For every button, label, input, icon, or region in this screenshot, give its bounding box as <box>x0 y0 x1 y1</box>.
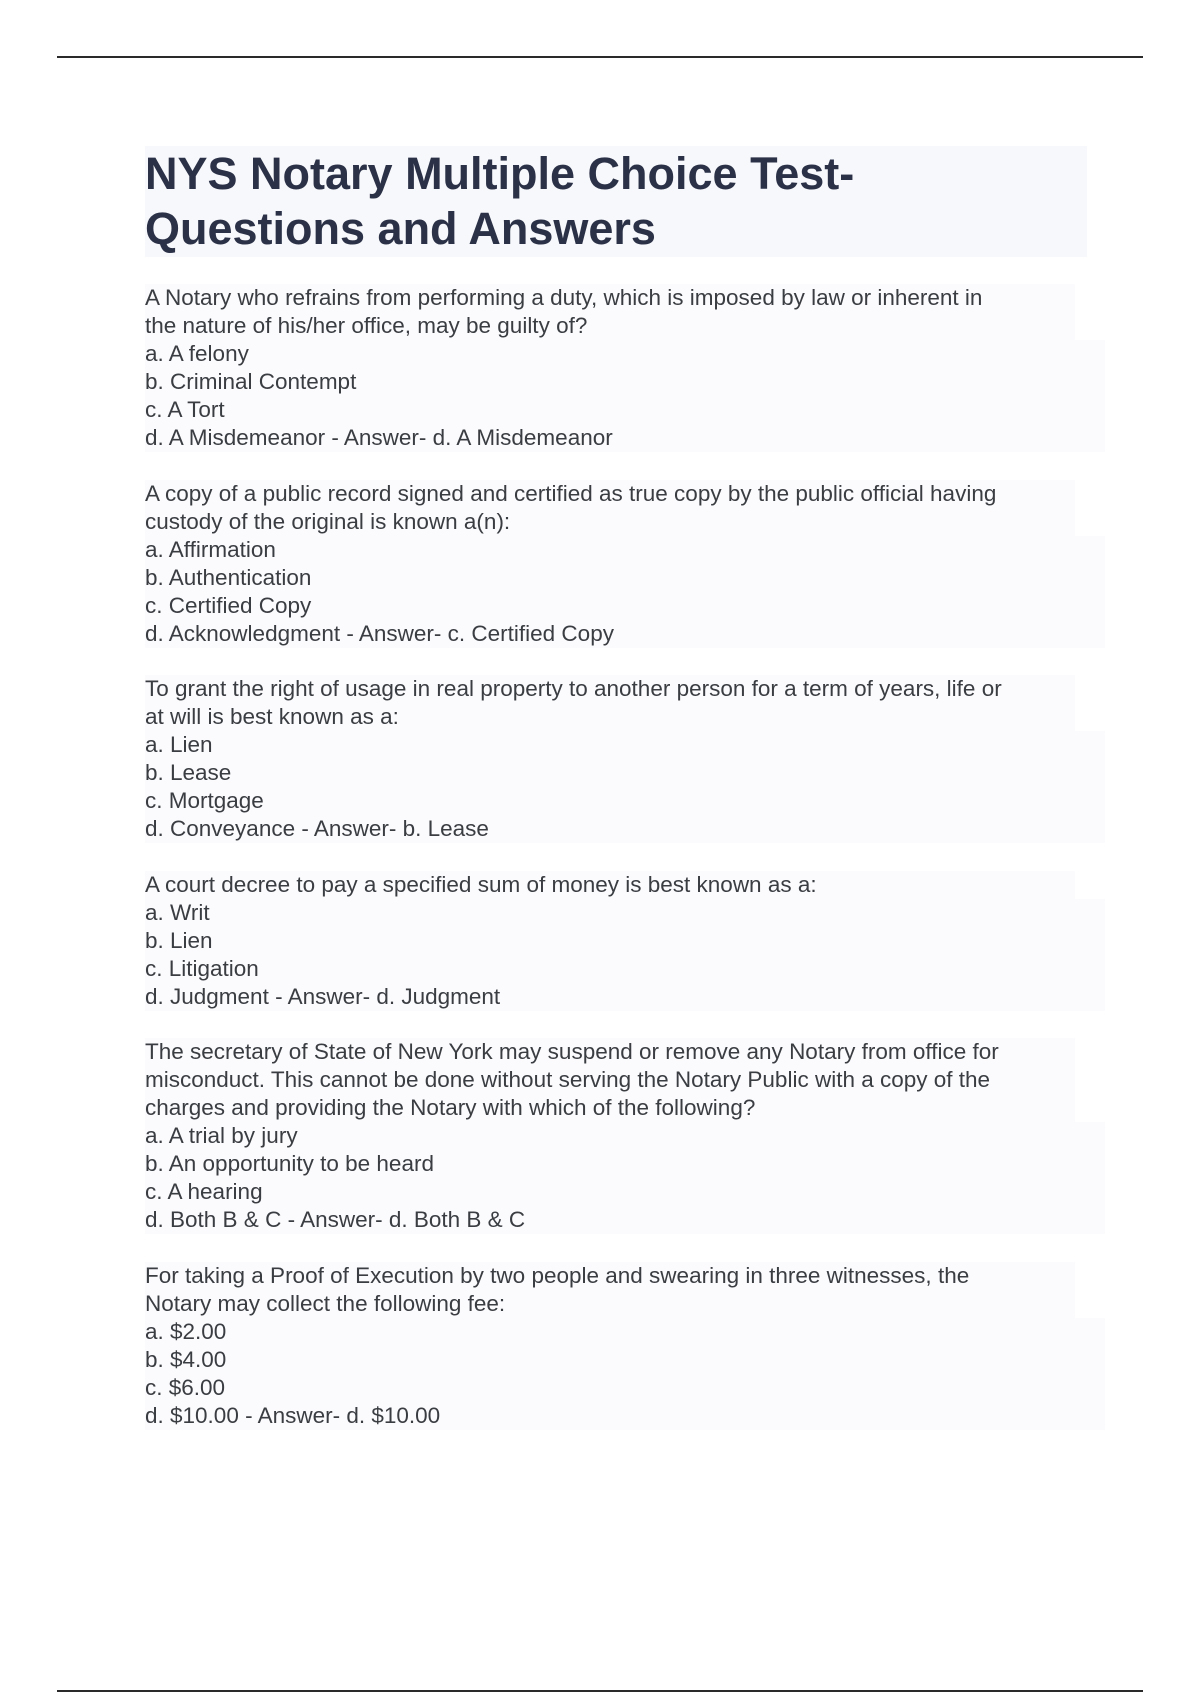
question-text-line: A copy of a public record signed and certified as true copy by the public official having <box>145 480 1075 508</box>
bottom-horizontal-rule <box>57 1690 1143 1692</box>
question-item <box>145 1262 1105 1430</box>
answer-option: a. $2.00 <box>145 1318 1105 1346</box>
question-text-line: at will is best known as a: <box>145 703 1075 731</box>
answer-option: b. Lease <box>145 759 1105 787</box>
answer-option: a. Affirmation <box>145 536 1105 564</box>
question-item <box>145 1038 1105 1234</box>
question-item <box>145 675 1105 843</box>
answer-option: c. $6.00 <box>145 1374 1105 1402</box>
question-text-line: misconduct. This cannot be done without serving the Notary Public with a copy of the <box>145 1066 1075 1094</box>
answer-option-with-answer: d. Both B & C - Answer- d. Both B & C <box>145 1206 1105 1234</box>
top-horizontal-rule <box>57 56 1143 58</box>
answer-option-with-answer: d. Acknowledgment - Answer- c. Certified Copy <box>145 620 1105 648</box>
question-list <box>145 284 1105 1457</box>
answer-option: c. A Tort <box>145 396 1105 424</box>
title-line: Questions and Answers <box>145 203 656 254</box>
question-item <box>145 871 1105 1011</box>
question-item <box>145 480 1105 648</box>
answer-option: b. $4.00 <box>145 1346 1105 1374</box>
answer-option-with-answer: d. Conveyance - Answer- b. Lease <box>145 815 1105 843</box>
answer-option: c. A hearing <box>145 1178 1105 1206</box>
answer-option: c. Mortgage <box>145 787 1105 815</box>
answer-option: a. A trial by jury <box>145 1122 1105 1150</box>
question-text-line: Notary may collect the following fee: <box>145 1290 1075 1318</box>
answer-option: a. A felony <box>145 340 1105 368</box>
question-text-line: To grant the right of usage in real property to another person for a term of years, life or <box>145 675 1075 703</box>
answer-option: c. Litigation <box>145 955 1105 983</box>
page-title <box>145 146 1087 257</box>
answer-option: c. Certified Copy <box>145 592 1105 620</box>
question-text-line: A court decree to pay a specified sum of money is best known as a: <box>145 871 1075 899</box>
question-text-line: the nature of his/her office, may be guilty of? <box>145 312 1075 340</box>
answer-option: a. Lien <box>145 731 1105 759</box>
question-text-line: A Notary who refrains from performing a duty, which is imposed by law or inherent in <box>145 284 1075 312</box>
title-line: NYS Notary Multiple Choice Test- <box>145 148 855 199</box>
answer-option-with-answer: d. $10.00 - Answer- d. $10.00 <box>145 1402 1105 1430</box>
answer-option-with-answer: d. Judgment - Answer- d. Judgment <box>145 983 1105 1011</box>
question-text-line: The secretary of State of New York may suspend or remove any Notary from office for <box>145 1038 1075 1066</box>
question-text-line: charges and providing the Notary with which of the following? <box>145 1094 1075 1122</box>
question-item <box>145 284 1105 452</box>
answer-option: b. An opportunity to be heard <box>145 1150 1105 1178</box>
answer-option: b. Authentication <box>145 564 1105 592</box>
answer-option: a. Writ <box>145 899 1105 927</box>
answer-option-with-answer: d. A Misdemeanor - Answer- d. A Misdemeanor <box>145 424 1105 452</box>
answer-option: b. Lien <box>145 927 1105 955</box>
question-text-line: custody of the original is known a(n): <box>145 508 1075 536</box>
question-text-line: For taking a Proof of Execution by two people and swearing in three witnesses, the <box>145 1262 1075 1290</box>
answer-option: b. Criminal Contempt <box>145 368 1105 396</box>
